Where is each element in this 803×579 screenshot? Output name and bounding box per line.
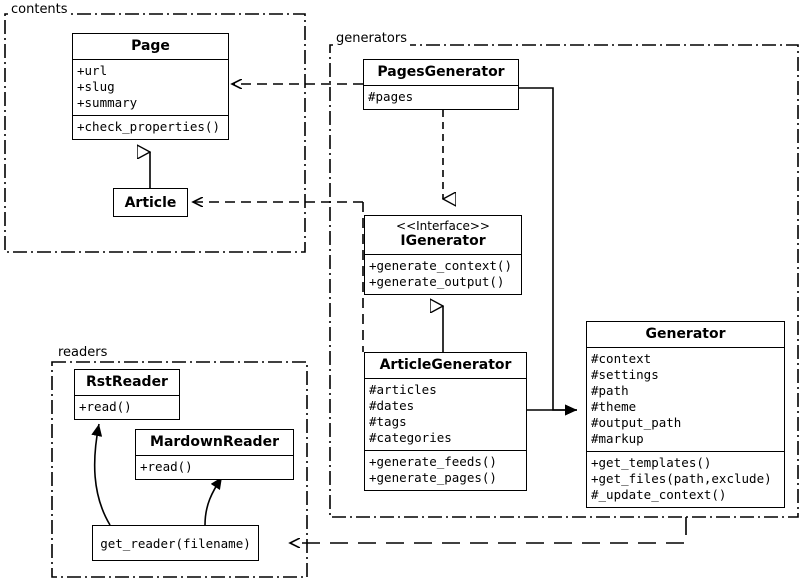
method: +generate_feeds() <box>369 454 497 469</box>
attribute: #dates <box>369 398 415 413</box>
method: +generate_context() <box>369 258 512 273</box>
class-pages-generator-attributes <box>364 85 518 109</box>
attribute: #context <box>591 351 652 366</box>
class-igenerator[interactable] <box>364 215 522 295</box>
class-generator-methods <box>587 451 784 507</box>
class-igenerator-stereotype: <<Interface>> <box>396 219 490 233</box>
method: +read() <box>79 399 132 414</box>
attribute: #theme <box>591 399 637 414</box>
attribute: +slug <box>77 79 115 94</box>
attribute: #path <box>591 383 629 398</box>
class-rst-reader-title: RstReader <box>86 374 168 390</box>
class-article-generator[interactable] <box>364 352 527 491</box>
function-get-reader-label: get_reader(filename) <box>100 535 251 551</box>
method: +get_templates() <box>591 455 712 470</box>
method: +read() <box>140 459 193 474</box>
package-label-contents: contents <box>8 2 71 17</box>
class-article-generator-title: ArticleGenerator <box>379 357 512 373</box>
attribute: #tags <box>369 414 407 429</box>
class-rst-reader[interactable] <box>74 369 180 420</box>
method: +get_files(path,exclude) <box>591 471 772 486</box>
attribute: +summary <box>77 95 138 110</box>
class-pages-generator[interactable] <box>363 59 519 110</box>
attribute: #categories <box>369 430 452 445</box>
attribute: #output_path <box>591 415 682 430</box>
attribute: #settings <box>591 367 659 382</box>
class-article[interactable] <box>113 188 188 217</box>
class-page-methods <box>73 115 228 139</box>
class-generator-title: Generator <box>645 326 726 342</box>
class-pages-generator-title: PagesGenerator <box>377 64 505 80</box>
method: +check_properties() <box>77 119 220 134</box>
class-mardown-reader[interactable] <box>135 429 294 480</box>
class-page[interactable] <box>72 33 229 140</box>
attribute: #articles <box>369 382 437 397</box>
class-generator-attributes <box>587 347 784 451</box>
method: +generate_output() <box>369 274 505 289</box>
class-generator[interactable] <box>586 321 785 508</box>
method: +generate_pages() <box>369 470 497 485</box>
attribute: +url <box>77 63 108 78</box>
attribute: #markup <box>591 431 644 446</box>
class-igenerator-title: IGenerator <box>400 233 486 249</box>
class-rst-reader-methods <box>75 395 179 419</box>
class-page-title: Page <box>131 38 170 54</box>
class-mardown-reader-title: MardownReader <box>150 434 279 450</box>
class-page-attributes <box>73 59 228 115</box>
method: #_update_context() <box>591 487 727 502</box>
package-label-readers: readers <box>55 345 110 360</box>
class-article-title: Article <box>124 194 177 211</box>
package-label-generators: generators <box>333 31 410 46</box>
class-article-generator-attributes <box>365 378 526 450</box>
attribute: #pages <box>368 89 414 104</box>
class-article-generator-methods <box>365 450 526 490</box>
class-mardown-reader-methods <box>136 455 293 479</box>
class-igenerator-methods <box>365 254 521 294</box>
function-get-reader[interactable] <box>92 525 259 561</box>
